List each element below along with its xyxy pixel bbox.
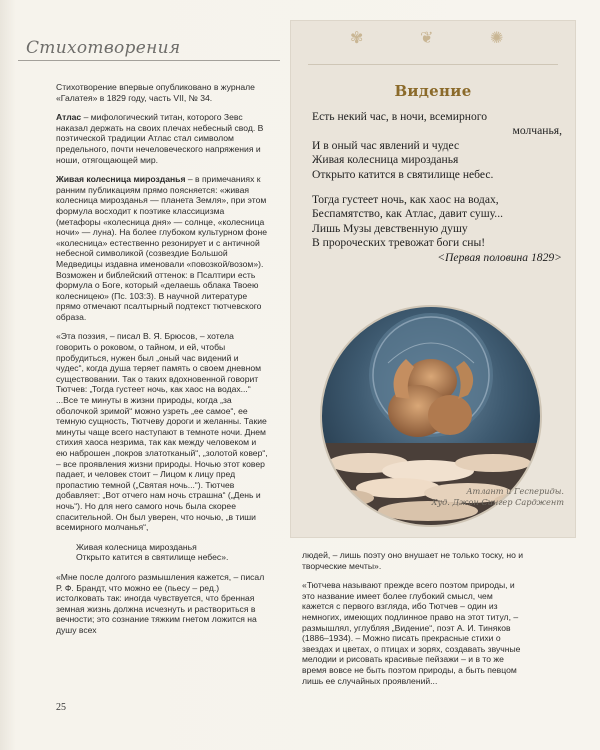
caption-title: Атлант и Геспериды.: [466, 486, 564, 496]
wheat-ornament-icon: ❦: [420, 30, 434, 47]
header-rule: [18, 60, 280, 61]
publication-note: Стихотворение впервые опубликовано в журнале «Галатея» в 1829 году, часть VII, № 34.: [56, 82, 255, 103]
atlas-note: [56, 112, 268, 165]
commentary-continuation: [302, 550, 526, 695]
brandt-quote-end: людей, – лишь поэту оно внушает не только тоску, но и творческие мечты».: [302, 550, 524, 571]
commentary-column: [56, 82, 268, 645]
poem-line: Открыто катится в святилище небес.: [312, 167, 494, 181]
section-title: Стихотворения: [26, 38, 181, 58]
atlas-term: Атлас: [56, 112, 82, 123]
poem-line: В пророческих тревожат боги сны!: [312, 236, 486, 250]
poem-line: И в оный час явлений и чудес: [312, 138, 460, 152]
poem-text: [312, 110, 562, 265]
brandt-quote: «Мне после долгого размышления кажется, – писал Р. Ф. Брандт, что можно ее (пьесу – ред.) истолковать так: иногда чувствуется, что бренная земная жизнь должна исчезнуть и раствориться в вечности; это сознание тяжким гнетом ложится на душу всех: [56, 571, 265, 635]
section-header: [18, 38, 278, 64]
poem-panel: [290, 20, 576, 538]
poem-date: <Первая половина 1829>: [437, 250, 562, 264]
bryusov-quote: «Эта поэзия, – писал В. Я. Брюсов, – хотела говорить о роковом, о тайном, и ей, чтобы пробудиться, нужен был „оный час видений и чудес“, когда душа теряет память о своем дневном существовании. Так о таких вдохновенной говорит Тютчев: „Тогда густеет ночь, как хаос на водах...“ ...Все те минуты в жизни природы, когда „за оболочкой зримой“ можно узреть „ее самое“, ее темную сущность, Тютчеву дороги и желанны. Такие минуты чаще всего наступают в темноте ночи. Днем стихия хаоса незрима, так как между человеком и ею наброшен „покров златотканый“, „золотой ковер“, – все проявления жизни природы. Ночью этот ковер падает, и человек стоит – Лицом к лицу пред пропастию темной („Святая ночь...“). Тютчев добавляет: „Вот отчего нам ночь страшна“ („День и ночь“). Но для него самого ночь была скорее спасительной. Он был уверен, что ночью, „в тиши всемирного молчанья“,: [56, 331, 268, 533]
page-number: 25: [56, 702, 66, 713]
chariot-note: [56, 174, 268, 322]
poem-line: молчанья,: [512, 124, 562, 138]
panel-rule: [308, 64, 558, 65]
quoted-verse-line-1: Живая колесница мирозданья: [76, 541, 197, 552]
chariot-definition: – в примечаниях к ранним публикациям прямо поясняется: «живая колесница мирозданья — планета Земля», при этом формула восходит к поэтике классицизма (метафоры «колесница дня» — солнце, «колесница ночи» — луна). На более глубоком культурном фоне «колесница» естественно резонирует и с античной небесной символикой (созвездие Большой Медведицы издавна именовали «повозкой/возом»). Возможен и библейский оттенок: в Псалтири есть формула о Боге, который «делаешь облака Твоею колесницею» (Пс. 103:3). В научной литературе прямо отмечают псалтырный подтекст тютчевского образа.: [56, 174, 268, 322]
poem-line: Живая колесница мирозданья: [312, 153, 459, 167]
quoted-verse-line-2: Открыто катится в святилище небес».: [76, 552, 229, 563]
poem-line: Есть некий час, в ночи, всемирного: [312, 110, 488, 123]
tinyakov-quote: «Тютчева называют прежде всего поэтом природы, и это название имеет более глубокий смысл, чем кажется с первого взгляда, ибо Тютчев – один из немногих, имеющих подлинное право на этот титул, – размышлял, углубляя „Видение“, поэт А. И. Тиняков (1886–1934). – Можно писать прекрасные стихи о звездах и цветах, о птицах и зорях, создавать звучные мелодии и рисовать красивые пейзажи – и в то же время вовсе не быть поэтом природы, а быть певцом лишь ее случайных проявлений...: [302, 580, 521, 686]
poem-line: Беспамятство, как Атлас, давит сушу...: [312, 207, 503, 221]
sun-ornament-icon: ✺: [490, 30, 504, 47]
atlas-definition: – мифологический титан, которого Зевс наказал держать на своих плечах небесный свод. В поэтической традиции Атлас стал символом предельного, почти нечеловеческого напряжения и ноши, отягощающей мир.: [56, 112, 264, 165]
poem-title: Видение: [394, 82, 472, 100]
caption-artist: Худ. Джон Сингер Сарджент: [431, 497, 564, 507]
dandelion-ornament-icon: ✾: [350, 30, 364, 47]
poem-line: Тогда густеет ночь, как хаос на водах,: [312, 193, 499, 207]
poem-line: Лишь Музы девственную душу: [312, 221, 468, 235]
chariot-term: Живая колесница мирозданья: [56, 174, 186, 185]
image-caption: [314, 486, 564, 508]
quoted-verse: [56, 542, 268, 563]
